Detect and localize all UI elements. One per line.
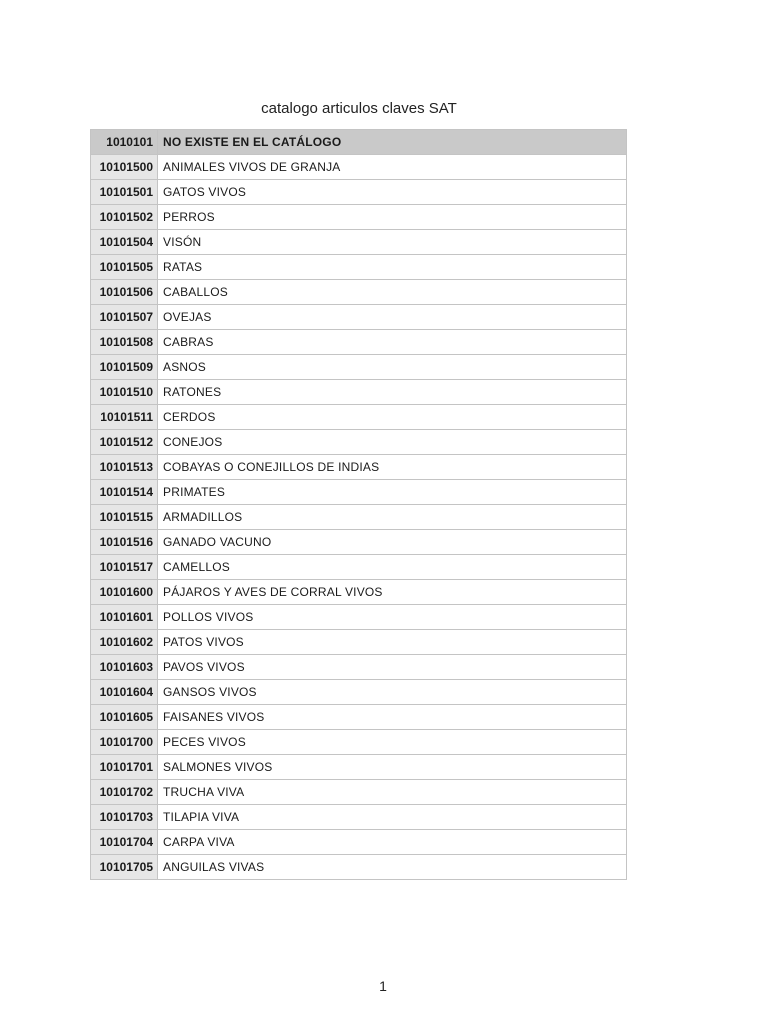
code-cell: 10101513 [91, 455, 158, 480]
description-cell: PECES VIVOS [158, 730, 627, 755]
description-cell: PÁJAROS Y AVES DE CORRAL VIVOS [158, 580, 627, 605]
table-row [91, 155, 627, 180]
code-cell: 10101601 [91, 605, 158, 630]
table-row [91, 655, 627, 680]
description-cell: TILAPIA VIVA [158, 805, 627, 830]
catalog-table-body [91, 130, 627, 880]
code-cell: 10101514 [91, 480, 158, 505]
table-row [91, 230, 627, 255]
description-cell: PERROS [158, 205, 627, 230]
code-cell: 10101512 [91, 430, 158, 455]
table-row [91, 680, 627, 705]
description-cell: GANADO VACUNO [158, 530, 627, 555]
description-cell: CONEJOS [158, 430, 627, 455]
code-cell: 10101701 [91, 755, 158, 780]
table-row [91, 255, 627, 280]
code-cell: 10101507 [91, 305, 158, 330]
code-cell: 10101508 [91, 330, 158, 355]
description-cell: CARPA VIVA [158, 830, 627, 855]
table-row [91, 380, 627, 405]
code-cell: 10101604 [91, 680, 158, 705]
table-row [91, 730, 627, 755]
code-cell: 10101501 [91, 180, 158, 205]
table-row [91, 305, 627, 330]
code-cell: 10101700 [91, 730, 158, 755]
code-cell: 10101515 [91, 505, 158, 530]
description-cell: ANGUILAS VIVAS [158, 855, 627, 880]
table-row [91, 405, 627, 430]
code-cell: 10101603 [91, 655, 158, 680]
description-cell: CABRAS [158, 330, 627, 355]
code-cell: 10101511 [91, 405, 158, 430]
code-cell: 10101702 [91, 780, 158, 805]
description-cell: TRUCHA VIVA [158, 780, 627, 805]
description-cell: CERDOS [158, 405, 627, 430]
code-cell: 10101505 [91, 255, 158, 280]
table-row [91, 855, 627, 880]
table-row [91, 430, 627, 455]
code-cell: 10101506 [91, 280, 158, 305]
page-number: 1 [379, 978, 387, 994]
description-cell: VISÓN [158, 230, 627, 255]
code-cell: 10101602 [91, 630, 158, 655]
table-row [91, 755, 627, 780]
table-row [91, 605, 627, 630]
table-row [91, 355, 627, 380]
code-cell: 10101509 [91, 355, 158, 380]
code-cell: 10101703 [91, 805, 158, 830]
description-cell: SALMONES VIVOS [158, 755, 627, 780]
table-row [91, 480, 627, 505]
description-cell: CABALLOS [158, 280, 627, 305]
description-cell: ARMADILLOS [158, 505, 627, 530]
code-cell: 10101502 [91, 205, 158, 230]
description-cell: GATOS VIVOS [158, 180, 627, 205]
document-title: catalogo articulos claves SAT [261, 100, 457, 117]
code-cell: 10101517 [91, 555, 158, 580]
header-description-cell: NO EXISTE EN EL CATÁLOGO [158, 130, 627, 155]
table-row [91, 280, 627, 305]
description-cell: OVEJAS [158, 305, 627, 330]
description-cell: GANSOS VIVOS [158, 680, 627, 705]
code-cell: 10101705 [91, 855, 158, 880]
description-cell: ASNOS [158, 355, 627, 380]
description-cell: FAISANES VIVOS [158, 705, 627, 730]
code-cell: 10101516 [91, 530, 158, 555]
table-row [91, 455, 627, 480]
description-cell: ANIMALES VIVOS DE GRANJA [158, 155, 627, 180]
description-cell: RATONES [158, 380, 627, 405]
table-row [91, 555, 627, 580]
code-cell: 10101600 [91, 580, 158, 605]
code-cell: 10101510 [91, 380, 158, 405]
table-row [91, 205, 627, 230]
table-row [91, 180, 627, 205]
description-cell: POLLOS VIVOS [158, 605, 627, 630]
table-row [91, 830, 627, 855]
table-row [91, 705, 627, 730]
table-row [91, 805, 627, 830]
table-row [91, 780, 627, 805]
catalog-table [90, 129, 627, 880]
description-cell: PATOS VIVOS [158, 630, 627, 655]
table-row [91, 530, 627, 555]
description-cell: PAVOS VIVOS [158, 655, 627, 680]
description-cell: CAMELLOS [158, 555, 627, 580]
table-row [91, 580, 627, 605]
code-cell: 10101504 [91, 230, 158, 255]
header-code-cell: 1010101 [91, 130, 158, 155]
description-cell: RATAS [158, 255, 627, 280]
table-row [91, 330, 627, 355]
description-cell: PRIMATES [158, 480, 627, 505]
table-row [91, 630, 627, 655]
description-cell: COBAYAS O CONEJILLOS DE INDIAS [158, 455, 627, 480]
table-row [91, 505, 627, 530]
table-header-row [91, 130, 627, 155]
code-cell: 10101704 [91, 830, 158, 855]
code-cell: 10101605 [91, 705, 158, 730]
code-cell: 10101500 [91, 155, 158, 180]
